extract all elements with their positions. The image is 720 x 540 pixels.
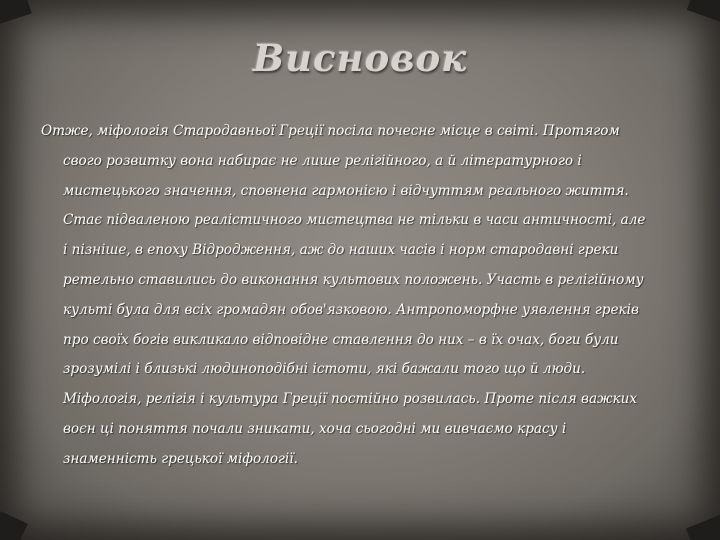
body-line: про своїх богів викликало відповідне ставлення до них – в їх очах, боги були — [63, 331, 619, 348]
body-line: воєн ці поняття почали зникати, хоча сьогодні ми вивчаємо красу і — [63, 420, 567, 437]
body-line: і пізніше, в епоху Відродження, аж до наших часів і норм стародавні греки — [63, 242, 619, 259]
body-line: Отже, міфологія Стародавньої Греції посіла почесне місце в світі. Протягом — [41, 123, 620, 139]
body-line: Міфологія, релігія і культура Греції постійно розвилась. Проте після важких — [63, 391, 638, 408]
torn-corner — [687, 0, 720, 25]
body-paragraph — [41, 117, 681, 475]
torn-corner — [0, 0, 32, 25]
body-line: знаменність грецької міфології. — [63, 450, 298, 467]
body-line: мистецького значення, сповнена гармонією і відчуттям реального життя. — [63, 182, 629, 199]
body-line: ретельно ставились до виконання культових положень. Участь в релігійному — [63, 271, 644, 288]
slide-title: Висновок — [252, 36, 468, 80]
body-line: Стає підваленою реалістичного мистецтва не тільки в часи античності, але — [63, 212, 646, 229]
torn-corner — [0, 511, 28, 540]
torn-corner — [686, 514, 720, 540]
body-line: зрозумілі і близькі людиноподібні істоти, які бажали того що й люди. — [63, 361, 586, 378]
body-line: культі була для всіх громадян обов'язковою. Антропоморфне уявлення греків — [63, 301, 639, 318]
body-line: свого розвитку вона набирає не лише релігійного, а й літературного і — [63, 152, 582, 169]
